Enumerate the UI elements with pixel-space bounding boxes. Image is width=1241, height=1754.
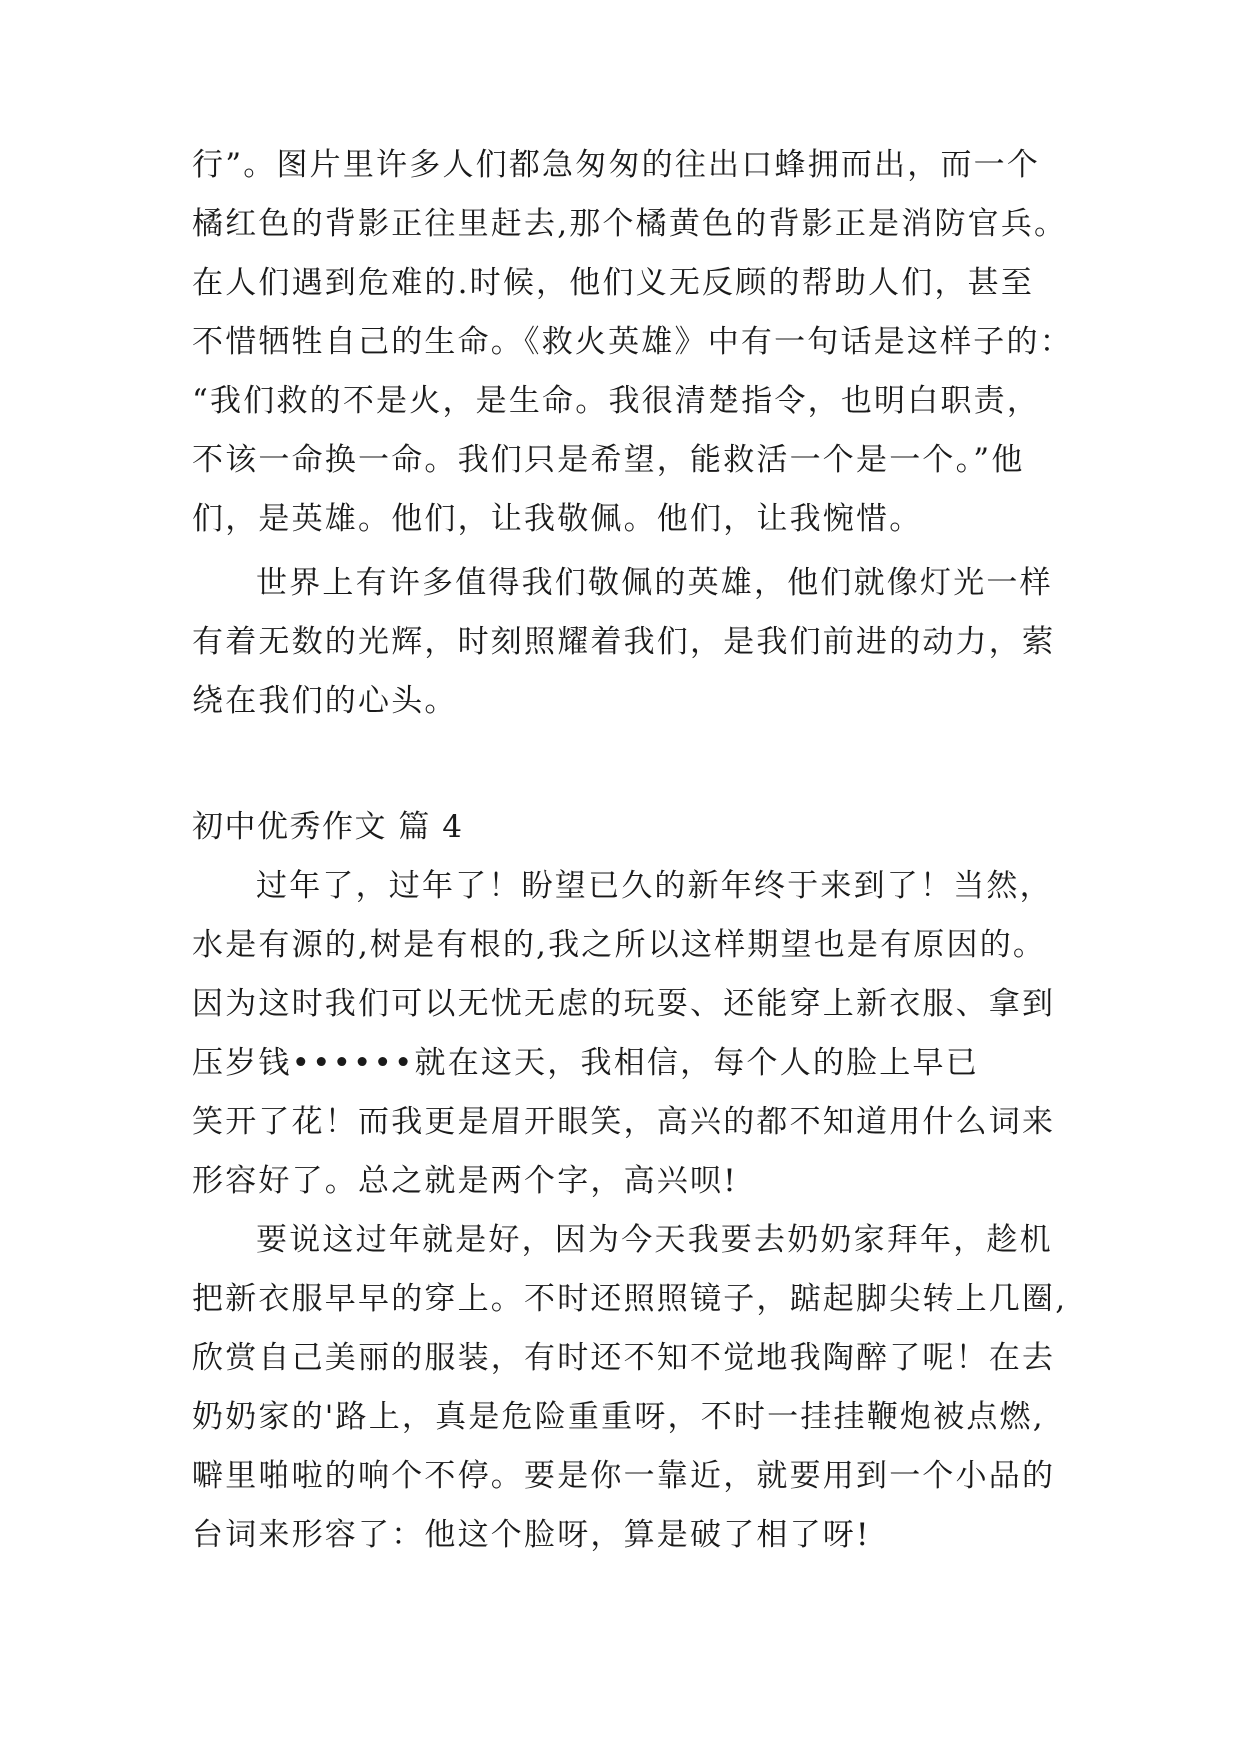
essay-heading: 初中优秀作文 篇 4 <box>192 809 464 845</box>
text-line: 要说这过年就是好，因为今天我要去奶奶家拜年，趁机 <box>256 1222 1053 1258</box>
text-line: 噼里啪啦的响个不停。要是你一靠近，就要用到一个小品的 <box>192 1458 1056 1494</box>
text-line: “我们救的不是火，是生命。我很清楚指令，也明白职责， <box>192 383 1041 419</box>
paragraph-conclusion <box>192 554 1072 731</box>
paragraph-new-year-1 <box>192 857 1072 1211</box>
text-line: 形容好了。总之就是两个字，高兴呗! <box>192 1163 738 1199</box>
text-line: 台词来形容了：他这个脸呀，算是破了相了呀! <box>192 1517 871 1553</box>
text-line: 笑开了花！而我更是眉开眼笑，高兴的都不知道用什么词来 <box>192 1104 1056 1140</box>
text-line: 们，是英雄。他们，让我敬佩。他们，让我惋惜。 <box>192 501 923 537</box>
paragraph-new-year-2 <box>192 1211 1072 1565</box>
text-line: 有着无数的光辉，时刻照耀着我们，是我们前进的动力，萦 <box>192 624 1056 660</box>
text-line: 世界上有许多值得我们敬佩的英雄，他们就像灯光一样 <box>256 565 1053 601</box>
text-line: 在人们遇到危难的.时候，他们义无反顾的帮助人们，甚至 <box>192 265 1035 301</box>
text-line: 不该一命换一命。我们只是希望，能救活一个是一个。”他 <box>192 442 1025 478</box>
text-line: 把新衣服早早的穿上。不时还照照镜子，踮起脚尖转上几圈, <box>192 1281 1068 1317</box>
text-line: 水是有源的,树是有根的,我之所以这样期望也是有原因的。 <box>192 927 1047 963</box>
text-line: 欣赏自己美丽的服装，有时还不知不觉地我陶醉了呢！在去 <box>192 1340 1056 1376</box>
text-line: 绕在我们的心头。 <box>192 683 458 719</box>
text-line: 压岁钱••••••就在这天，我相信，每个人的脸上早已 <box>192 1045 979 1081</box>
text-line: 因为这时我们可以无忧无虑的玩耍、还能穿上新衣服、拿到 <box>192 986 1056 1022</box>
text-line: 奶奶家的'路上，真是危险重重呀，不时一挂挂鞭炮被点燃, <box>192 1399 1045 1435</box>
paragraph-hero-continued <box>192 136 1072 549</box>
text-line: 行”。图片里许多人们都急匆匆的往出口蜂拥而出，而一个 <box>192 147 1041 183</box>
text-line: 橘红色的背影正往里赶去,那个橘黄色的背影正是消防官兵。 <box>192 206 1068 242</box>
text-line: 不惜牺牲自己的生命。《救火英雄》中有一句话是这样子的： <box>192 324 1073 360</box>
text-line: 过年了，过年了！盼望已久的新年终于来到了！当然， <box>256 868 1053 904</box>
